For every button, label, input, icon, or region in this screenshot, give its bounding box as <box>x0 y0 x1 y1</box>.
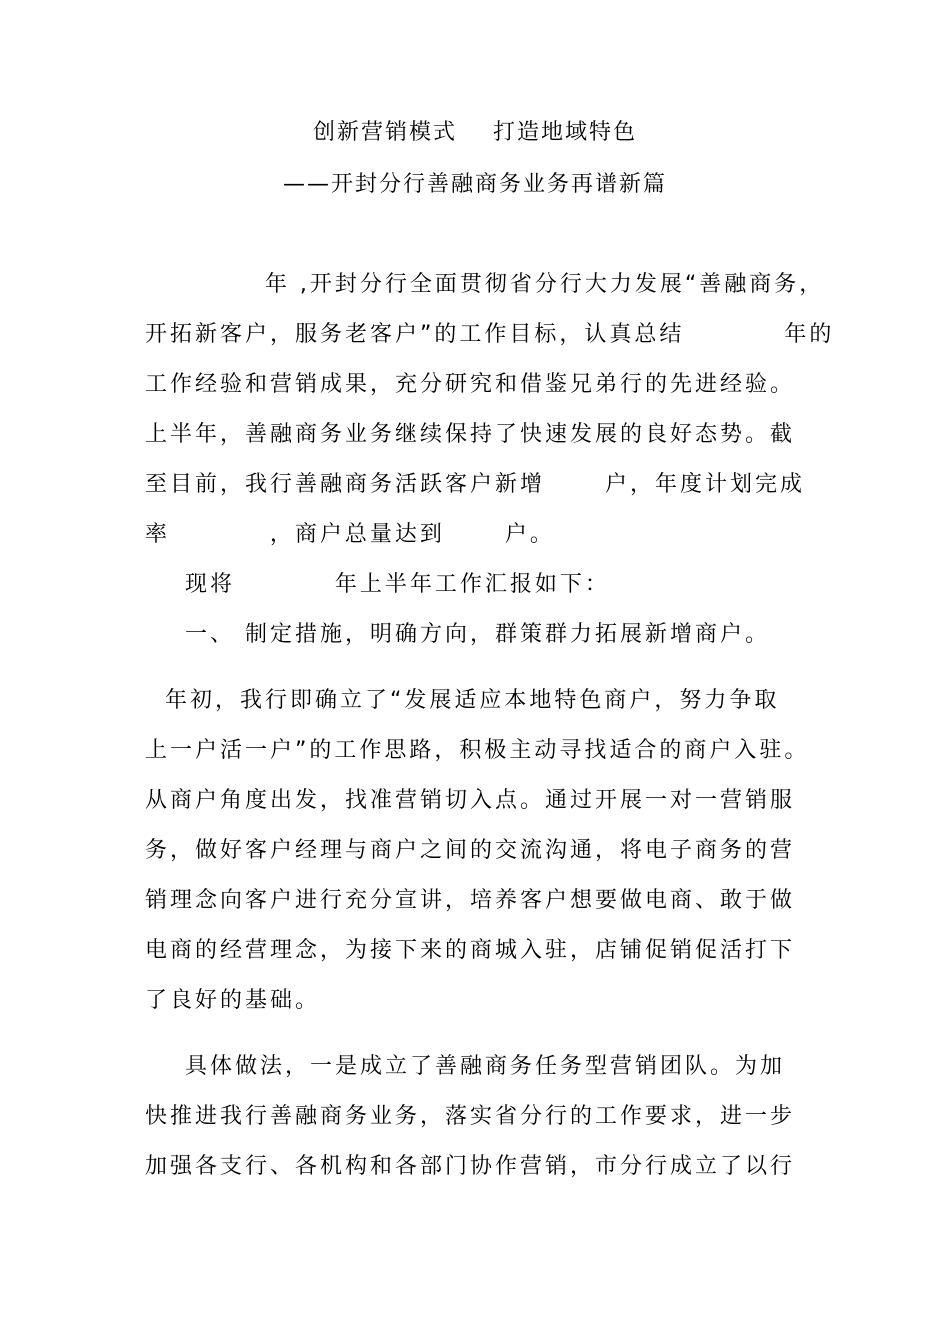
paragraph-line: 了良好的基础。 <box>145 988 321 1013</box>
paragraph-line: 上半年，善融商务业务继续保持了快速发展的良好态势。截 <box>145 422 796 447</box>
paragraph-line: 至目前，我行善融商务活跃客户新增 户，年度计划完成 <box>145 472 805 497</box>
paragraph-line: 电商的经营理念，为接下来的商城入驻，店铺促销促活打下 <box>145 938 796 963</box>
paragraph-line: 现将 年上半年工作汇报如下： <box>145 572 610 597</box>
paragraph-line: 具体做法，一是成立了善融商务任务型营销团队。为加 <box>145 1054 785 1079</box>
paragraph-line: 率 ，商户总量达到 户。 <box>145 522 555 547</box>
paragraph-line: 年 ,开封分行全面贯彻省分行大力发展“善融商务， <box>145 272 825 297</box>
section-heading: 一、 制定措施，明确方向，群策群力拓展新增商户。 <box>145 622 770 647</box>
paragraph-line: 务，做好客户经理与商户之间的交流沟通，将电子商务的营 <box>145 838 796 863</box>
document-body <box>145 264 835 1196</box>
document-title: 创新营销模式 打造地域特色 <box>313 120 637 145</box>
paragraph-line: 销理念向客户进行充分宣讲，培养客户想要做电商、敢于做 <box>145 888 796 913</box>
paragraph-line: 工作经验和营销成果，充分研究和借鉴兄弟行的先进经验。 <box>145 372 796 397</box>
paragraph-line: 加强各支行、各机构和各部门协作营销，市分行成立了以行 <box>145 1154 796 1179</box>
paragraph-line: 快推进我行善融商务业务，落实省分行的工作要求，进一步 <box>145 1104 796 1129</box>
paragraph-line: 开拓新客户，服务老客户”的工作目标，认真总结 年的 <box>145 322 835 347</box>
paragraph-line: 年初，我行即确立了“发展适应本地特色商户，努力争取 <box>145 688 780 713</box>
paragraph-line: 上一户活一户”的工作思路，积极主动寻找适合的商户入驻。 <box>145 738 810 763</box>
document-subtitle: ——开封分行善融商务业务再谱新篇 <box>282 172 667 197</box>
title-block <box>0 114 950 204</box>
paragraph-line: 从商户角度出发，找准营销切入点。通过开展一对一营销服 <box>145 788 796 813</box>
